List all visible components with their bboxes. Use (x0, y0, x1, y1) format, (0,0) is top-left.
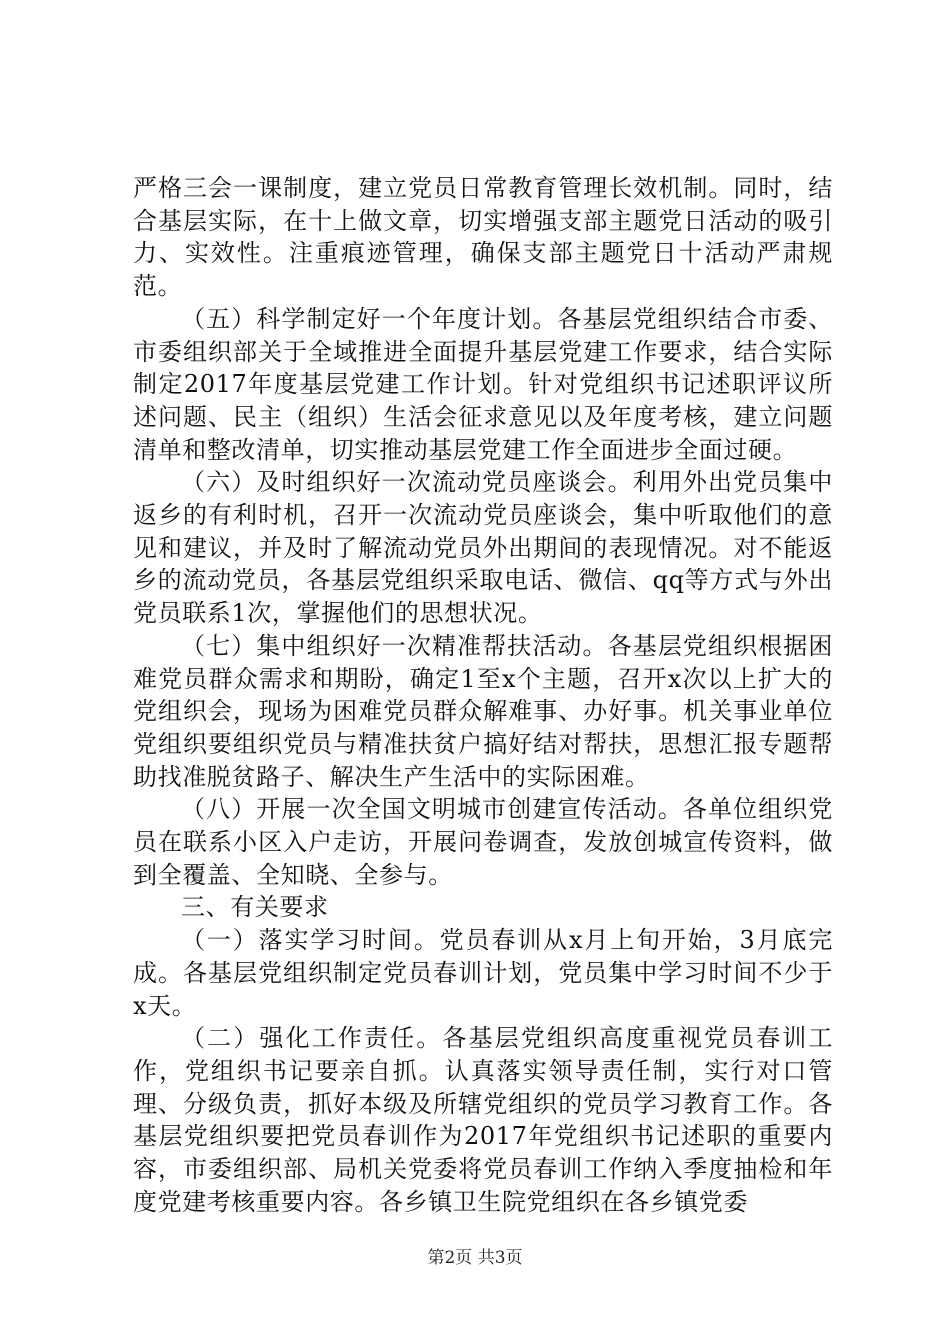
requirement-item-1: （一）落实学习时间。党员春训从x月上旬开始，3月底完成。各基层党组织制定党员春训计划，党员集中学习时间不少于x天。 (133, 926, 833, 1020)
document-body (133, 172, 833, 1219)
paragraph-item-5: （五）科学制定好一个年度计划。各基层党组织结合市委、市委组织部关于全域推进全面提升基层党建工作要求，结合实际制定2017年度基层党建工作计划。针对党组织书记述职评议所述问题、民主（组织）生活会征求意见以及年度考核，建立问题清单和整改清单，切实推动基层党建工作全面进步全面过硬。 (133, 304, 833, 464)
page-number-footer: 第2页 共3页 (427, 1248, 523, 1268)
paragraph-item-6: （六）及时组织好一次流动党员座谈会。利用外出党员集中返乡的有利时机，召开一次流动党员座谈会，集中听取他们的意见和建议，并及时了解流动党员外出期间的表现情况。对不能返乡的流动党员，各基层党组织采取电话、微信、qq等方式与外出党员联系1次，掌握他们的思想状况。 (133, 468, 833, 628)
paragraph-item-8: （八）开展一次全国文明城市创建宣传活动。各单位组织党员在联系小区入户走访，开展问卷调查，发放创城宣传资料，做到全覆盖、全知晓、全参与。 (133, 795, 833, 889)
section-heading: 三、有关要求 (181, 893, 329, 922)
requirement-item-2: （二）强化工作责任。各基层党组织高度重视党员春训工作，党组织书记要亲自抓。认真落实领导责任制，实行对口管理、分级负责，抓好本级及所辖党组织的党员学习教育工作。各基层党组织要把党员春训作为2017年党组织书记述职的重要内容，市委组织部、局机关党委将党员春训工作纳入季度抽检和年度党建考核重要内容。各乡镇卫生院党组织在各乡镇党委 (133, 1024, 833, 1216)
paragraph-continuation: 严格三会一课制度，建立党员日常教育管理长效机制。同时，结合基层实际，在十上做文章，切实增强支部主题党日活动的吸引力、实效性。注重痕迹管理，确保支部主题党日十活动严肃规范。 (133, 174, 833, 301)
paragraph-item-7: （七）集中组织好一次精准帮扶活动。各基层党组织根据困难党员群众需求和期盼，确定1至x个主题，召开x次以上扩大的党组织会，现场为困难党员群众解难事、办好事。机关事业单位党组织要组织党员与精准扶贫户搞好结对帮扶，思想汇报专题帮助找准脱贫路子、解决生产生活中的实际困难。 (133, 631, 833, 791)
